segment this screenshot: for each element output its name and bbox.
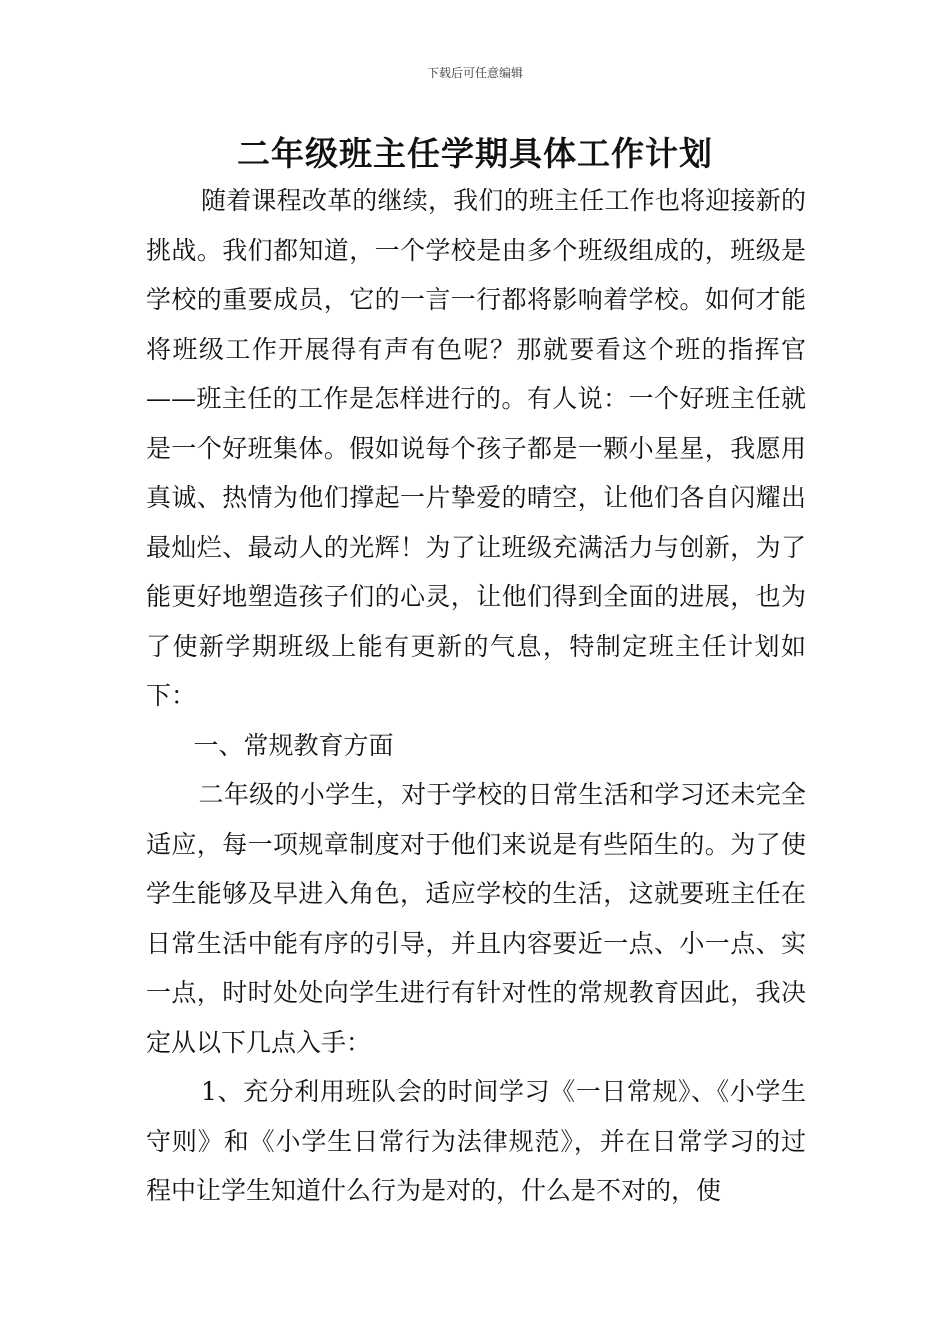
section-heading: 一、常规教育方面	[193, 730, 394, 760]
intro-paragraph: 随着课程改革的继续，我们的班主任工作也将迎接新的挑战。我们都知道，一个学校是由多个班级组成的，班级是学校的重要成员，它的一言一行都将影响着学校。如何才能将班级工作开展得有声有色呢？那就要看这个班的指挥官——班主任的工作是怎样进行的。有人说：一个好班主任就是一个好班集体。假如说每个孩子都是一颗小星星，我愿用真诚、热情为他们撑起一片挚爱的晴空，让他们各自闪耀出最灿烂、最动人的光辉！为了让班级充满活力与创新，为了能更好地塑造孩子们的心灵，让他们得到全面的进展，也为了使新学期班级上能有更新的气息，特制定班主任计划如下：	[146, 186, 806, 710]
section-paragraph: 二年级的小学生，对于学校的日常生活和学习还未完全适应，每一项规章制度对于他们来说是有些陌生的。为了使学生能够及早进入角色，适应学校的生活，这就要班主任在日常生活中能有序的引导，并且内容要近一点、小一点、实一点，时时处处向学生进行有针对性的常规教育因此，我决定从以下几点入手：	[146, 780, 806, 1057]
list-item: 1、充分利用班队会的时间学习《一日常规》、《小学生守则》和《小学生日常行为法律规范》，并在日常学习的过程中让学生知道什么行为是对的，什么是不对的，使	[146, 1077, 806, 1205]
document-title: 二年级班主任学期具体工作计划	[237, 134, 713, 173]
header-note: 下载后可任意编辑	[426, 66, 523, 80]
document-body	[146, 176, 806, 1216]
